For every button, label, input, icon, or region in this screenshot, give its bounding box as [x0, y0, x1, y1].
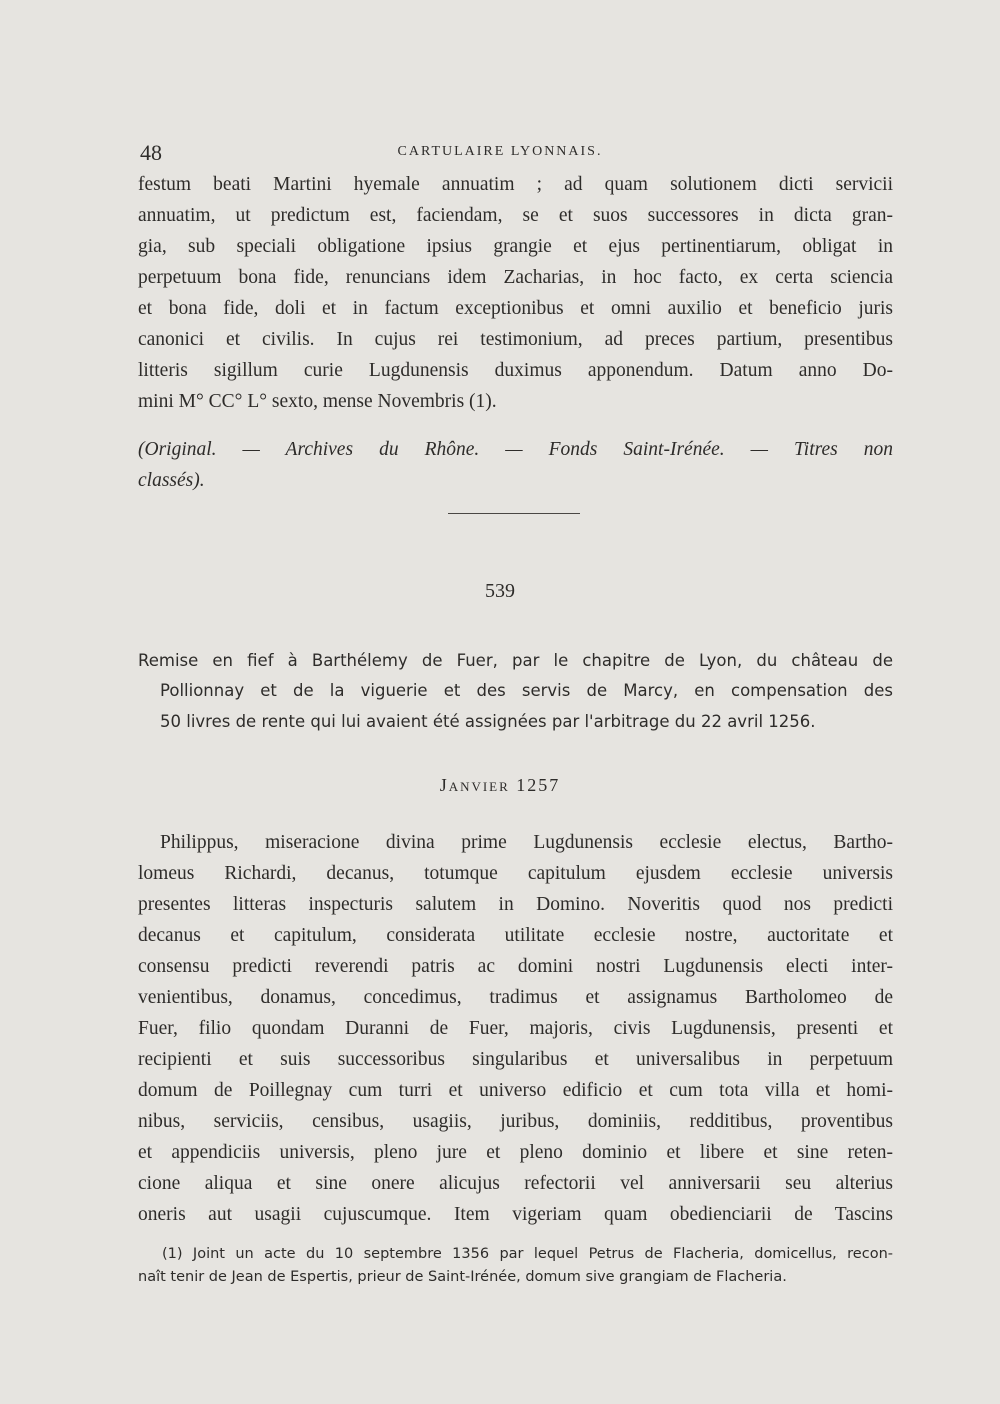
text-line: perpetuum bona fide, renuncians idem Zacharias, in hoc facto, ex certa sciencia — [138, 267, 893, 288]
page-number: 48 — [140, 140, 162, 165]
footnote-line: naît tenir de Jean de Espertis, prieur de Saint-Irénée, domum sive grangiam de Flacheria. — [138, 1269, 787, 1285]
section-divider — [448, 513, 580, 514]
body-line: lomeus Richardi, decanus, totumque capitulum ejusdem ecclesie universis — [138, 863, 893, 884]
text-line: et bona fide, doli et in factum exceptionibus et omni auxilio et beneficio juris — [138, 298, 893, 319]
text-line: annuatim, ut predictum est, faciendam, se et suos successores in dicta gran- — [138, 205, 893, 226]
body-line: venientibus, donamus, concedimus, tradimus et assignamus Bartholomeo de — [138, 987, 893, 1008]
document-number: 539 — [485, 580, 515, 602]
summary-line: Pollionnay et de la viguerie et des servis de Marcy, en compensation des — [160, 681, 893, 700]
document-date: Janvier 1257 — [439, 775, 561, 795]
body-line: cione aliqua et sine onere alicujus refectorii vel anniversarii seu alterius — [138, 1173, 893, 1194]
body-line: recipienti et suis successoribus singularibus et universalibus in perpetuum — [138, 1049, 893, 1070]
body-line: Fuer, filio quondam Duranni de Fuer, majoris, civis Lugdunensis, presenti et — [138, 1018, 893, 1039]
text-line: mini M° CC° L° sexto, mense Novembris (1). — [138, 391, 497, 412]
text-line: litteris sigillum curie Lugdunensis duximus apponendum. Datum anno Do- — [138, 360, 893, 381]
body-line: presentes litteras inspecturis salutem in Domino. Noveritis quod nos predicti — [138, 894, 893, 915]
text-line: canonici et civilis. In cujus rei testimonium, ad preces partium, presentibus — [138, 329, 893, 350]
body-line: decanus et capitulum, considerata utilitate ecclesie nostre, auctoritate et — [138, 925, 893, 946]
body-line: nibus, serviciis, censibus, usagiis, juribus, dominiis, redditibus, proventibus — [138, 1111, 893, 1132]
source-note-line: (Original. — Archives du Rhône. — Fonds Saint-Irénée. — Titres non — [138, 439, 893, 460]
footnote-line: (1) Joint un acte du 10 septembre 1356 par lequel Petrus de Flacheria, domicellus, recon- — [162, 1246, 893, 1262]
summary-line: 50 livres de rente qui lui avaient été assignées par l'arbitrage du 22 avril 1256. — [160, 712, 816, 731]
text-line: gia, sub speciali obligatione ipsius grangie et ejus pertinentiarum, obligat in — [138, 236, 893, 257]
body-line: Philippus, miseracione divina prime Lugdunensis ecclesie electus, Bartho- — [160, 832, 893, 853]
body-line: domum de Poillegnay cum turri et universo edificio et cum tota villa et homi- — [138, 1080, 893, 1101]
text-line: festum beati Martini hyemale annuatim ; ad quam solutionem dicti servicii — [138, 174, 893, 195]
body-line: consensu predicti reverendi patris ac domini nostri Lugdunensis electi inter- — [138, 956, 893, 977]
running-title: CARTULAIRE LYONNAIS. — [397, 144, 603, 159]
body-line: et appendiciis universis, pleno jure et pleno dominio et libere et sine reten- — [138, 1142, 893, 1163]
source-note-line: classés). — [138, 470, 205, 491]
body-line: oneris aut usagii cujuscumque. Item vigeriam quam obedienciarii de Tascins — [138, 1204, 893, 1225]
summary-line: Remise en fief à Barthélemy de Fuer, par le chapitre de Lyon, du château de — [138, 651, 893, 670]
